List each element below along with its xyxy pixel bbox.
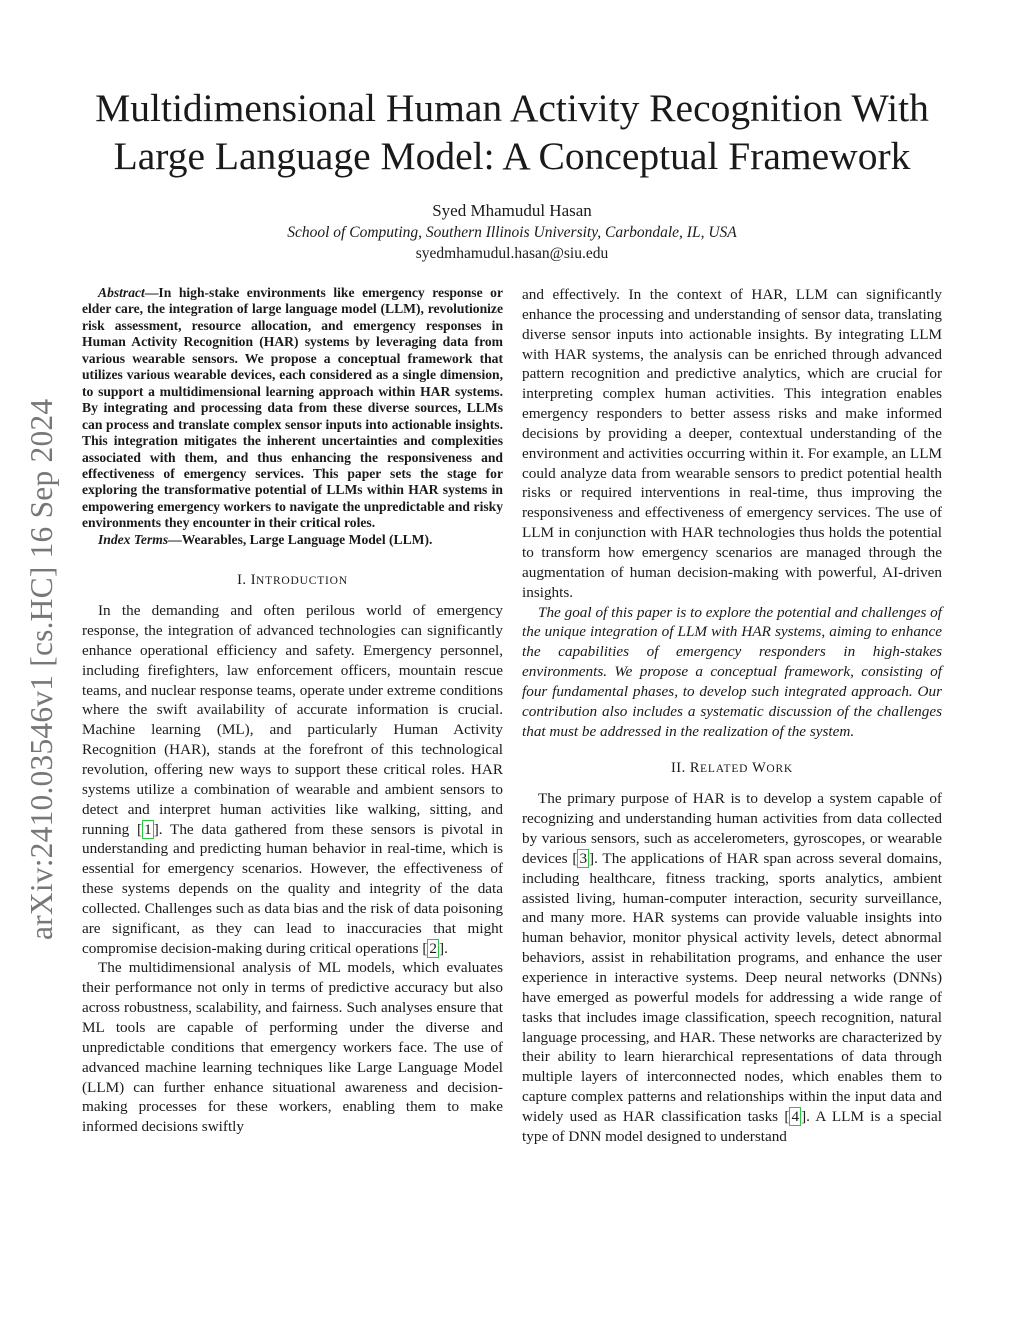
citation-link[interactable]: 1 <box>144 820 152 838</box>
intro-paragraph-2: The multidimensional analysis of ML models, which evaluates their performance not only in terms of predictive accuracy but also across robustness, scalability, and fairness. Such analyses ensure that ML tools are capable of performing under the diverse and unpredictable conditions that emergency workers face. The use of advanced machine learning techniques like Large Language Model (LLM) can further enhance situational awareness and decision-making processes for these workers, enabling them to make informed decisions swiftly <box>82 959 503 1136</box>
section-heading-related-work <box>522 760 942 777</box>
paragraph-text: In the demanding and often perilous world of emergency response, the integration of advanced technologies can significantly enhance operational efficiency and safety. Emergency personnel, including firefighters, law enforcement officers, mountain rescue teams, and nuclear response teams, operate under extreme conditions where the swift availability of accurate information is crucial. Machine learning (ML), and particularly Human Activity Recognition (HAR), stands at the forefront of this technological revolution, offering new ways to support these critical roles. HAR systems utilize a combination of wearable and ambient sensors to detect and interpret human activities like walking, sitting, and running [ <box>82 602 503 838</box>
abstract-label: Abstract <box>98 285 145 300</box>
index-terms <box>82 532 503 548</box>
section-title-rest: ORK <box>766 763 794 776</box>
section-title-rest: NTRODUCTION <box>256 575 348 588</box>
index-terms-text: —Wearables, Large Language Model (LLM). <box>168 531 433 547</box>
intro-paragraph-1 <box>82 601 503 958</box>
paper-title: Multidimensional Human Activity Recognition With Large Language Model: A Conceptual Framework <box>95 86 929 178</box>
author-name: Syed Mhamudul Hasan <box>432 201 592 220</box>
related-work-paragraph-1 <box>522 789 942 1146</box>
citation-link[interactable]: 4 <box>791 1107 800 1125</box>
section-title-initial: I <box>250 572 257 589</box>
section-heading-introduction <box>82 572 503 589</box>
citation-link[interactable]: 2 <box>429 939 438 957</box>
section-title-rest: ELATED <box>700 763 749 776</box>
author-affiliation: School of Computing, Southern Illinois University, Carbondale, IL, USA <box>287 224 737 241</box>
abstract <box>82 285 503 532</box>
right-column <box>522 285 942 1147</box>
section-number: II. <box>670 760 686 777</box>
section-number: I. <box>237 572 247 589</box>
section-title-initial: W <box>752 760 767 777</box>
citation-link[interactable]: 3 <box>579 849 588 867</box>
arxiv-identifier: arXiv:2410.03546v1 [cs.HC] 16 Sep 2024 <box>24 398 59 940</box>
paragraph-text: The primary purpose of HAR is to develop a system capable of recognizing and understanding human activities from data collected by various sensors, such as accelerometers, gyroscopes, or wearable devices [ <box>522 790 942 867</box>
abstract-text: —In high-stake environments like emergency response or elder care, the integration of large language model (LLM), revolutionize risk assessment, resource allocation, and emergency responses in Human Activity Recognition (HAR) systems by leveraging data from various wearable sensors. We propose a conceptual framework that utilizes various wearable devices, each considered as a single dimension, to support a multidimensional learning approach within HAR systems. By integrating and processing data from these diverse sources, LLMs can process and translate complex sensor inputs into actionable insights. This integration mitigates the inherent uncertainties and complexities associated with them, and thus enhancing the responsiveness and effectiveness of emergency services. This paper sets the stage for exploring the transformative potential of LLMs within HAR systems in empowering emergency workers to navigate the unpredictable and risky environments they encounter in their critical roles. <box>82 285 503 531</box>
paragraph-text: ]. The applications of HAR span across several domains, including healthcare, fitness tracking, sports analytics, ambient assisted living, human-computer interaction, security surveillance, and many more. HAR systems can provide valuable insights into human behavior, monitor physical activity levels, detect abnormal behaviors, assist in rehabilitation programs, and enhance the user experience in interactive systems. Deep neural networks (DNNs) have emerged as powerful models for addressing a wide range of tasks that includes image classification, speech recognition, natural language processing, and HAR. These networks are characterized by their ability to learn hierarchical representations of data through multiple layers of interconnected nodes, which enables them to capture complex patterns and relationships within the input data and widely used as HAR classification tasks [ <box>522 849 942 1125</box>
intro-paragraph-3: The goal of this paper is to explore the potential and challenges of the unique integration of LLM with HAR systems, aiming to enhance the capabilities of emergency responders in high-stakes environments. We propose a conceptual framework, consisting of four fundamental phases, to develop such integrated approach. Our contribution also includes a systematic discussion of the challenges that must be addressed in the realization of the system. <box>522 603 942 740</box>
paragraph-text: ]. A LLM is a special type of DNN model designed to understand <box>522 1107 943 1145</box>
author-email[interactable]: syedmhamudul.hasan@siu.edu <box>415 245 609 262</box>
paragraph-text: ]. The data gathered from these sensors is pivotal in understanding and predicting human behavior in real-time, which is essential for emergency scenarios. However, the effectiveness of these systems depends on the quality and integrity of the data collected. Challenges such as data bias and the risk of data poisoning are significant, as they can lead to inaccuracies that might compromise decision-making during critical operations [ <box>82 820 503 957</box>
left-column <box>82 285 503 1137</box>
index-terms-label: Index Terms <box>98 531 169 547</box>
paragraph-text: ]. <box>439 939 448 957</box>
section-title-initial: R <box>689 760 701 777</box>
intro-paragraph-2-continued: and effectively. In the context of HAR, LLM can significantly enhance the processing and understanding of sensor data, translating diverse sensor inputs into actionable insights. By integrating LLM with HAR systems, the analysis can be enriched through advanced pattern recognition and predictive analytics, which are crucial for interpreting complex human activities. This integration enables emergency responders to better assess risks and make informed decisions by providing a deeper, contextual understanding of the environment and activities occurring within it. For example, an LLM could analyze data from wearable sensors to predict potential health risks or required interventions in real-time, thus improving the responsiveness and effectiveness of emergency services. The use of LLM in conjunction with HAR technologies thus holds the potential to transform how emergency scenarios are managed through the augmentation of human decision-making with powerful, AI-driven insights. <box>522 286 942 601</box>
